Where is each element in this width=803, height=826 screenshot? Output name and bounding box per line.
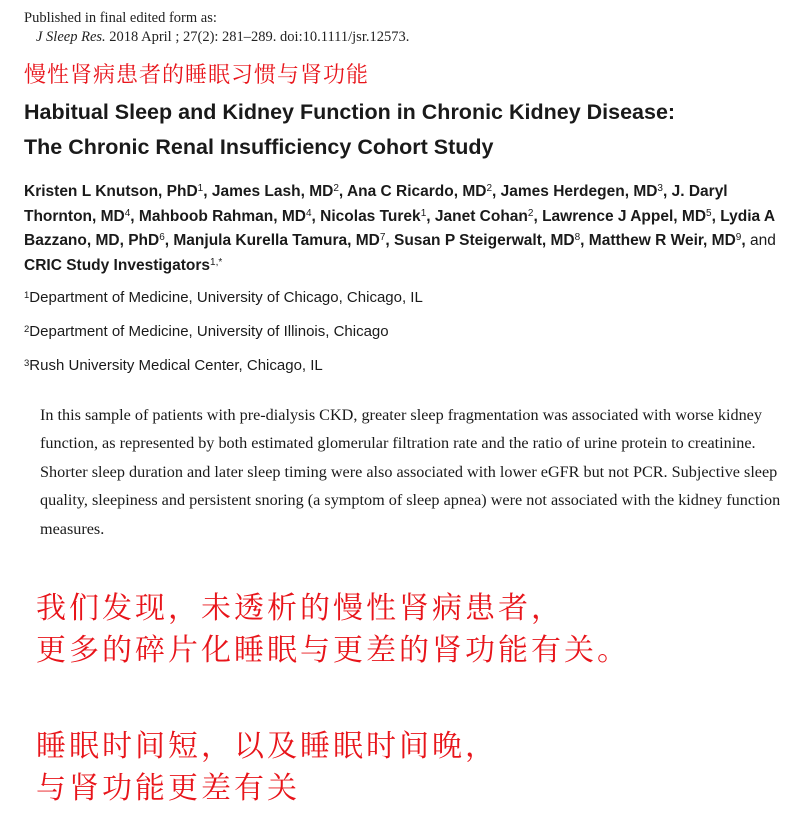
title-line-1: Habitual Sleep and Kidney Function in Chronic Kidney Disease: (24, 100, 676, 124)
citation (24, 28, 409, 47)
affiliation-number: 1 (24, 290, 30, 301)
affiliation-mark: 2 (527, 207, 534, 219)
chinese-title-annotation: 慢性肾病患者的睡眠习惯与肾功能 (24, 63, 370, 88)
paper-title (24, 95, 794, 165)
affiliation-mark: 6 (159, 232, 165, 243)
affiliation-mark: 9 (735, 232, 742, 243)
affiliation (24, 322, 389, 342)
author: James Lash, MD (211, 183, 334, 200)
author: Susan P Steigerwalt, MD (394, 232, 575, 249)
affiliation-mark: 1 (420, 207, 427, 219)
affiliation-mark: 8 (574, 232, 581, 243)
affiliation-mark: 5 (706, 207, 712, 219)
affiliation (24, 288, 423, 308)
affiliation-mark: 2 (333, 183, 339, 194)
author-list: Kristen L Knutson, PhD$^1$, James Lash, $MD^2$, Ana C Ricardo, $MD^2$, James Herdegen, $MD^3$, J. Daryl Thornton, $MD^4$, Mahboob Rahman, $MD^4$, Nicolas Turek$^1$, Janet Cohan$^2$, Lawrence J Appel, $MD^5$, Lydia A Bazzano, MD, PhD$^6$, Manjula Kurella Tamura, $MD^7$, Susan P Steigerwalt, $MD^8$, Matthew R Weir, $MD^9$, and CRIC Study Investigators$^{1,*}$ (24, 183, 776, 274)
affiliation-mark: 2 (486, 183, 493, 194)
note-line: 睡眠时间短，以及睡眠时间晚， (36, 729, 498, 764)
author: J. Daryl Thornton, MD (24, 183, 728, 225)
affiliation-text: Rush University Medical Center, Chicago, IL (29, 357, 323, 374)
affiliation-mark: 1 (197, 183, 204, 194)
affiliation-mark: 7 (379, 232, 386, 243)
author: Lawrence J Appel, MD (542, 207, 707, 225)
affiliation-mark: 3 (657, 183, 663, 194)
affiliation-mark: 4 (305, 207, 312, 219)
author: Lydia A Bazzano, MD, PhD (24, 207, 775, 249)
author: Mahboob Rahman, MD (138, 207, 306, 225)
affiliation-text: Department of Medicine, University of Chicago, Chicago, IL (29, 289, 423, 306)
chinese-note-2 (36, 726, 498, 810)
affiliation-mark: 4 (124, 207, 131, 219)
abstract-summary: In this sample of patients with pre-dialysis CKD, greater sleep fragmentation was associated with worse kidney function, as represented by both estimated glomerular filtration rate and the ratio of urine protein to creatinine. Shorter sleep duration and later sleep timing were also associated with lower eGFR but not PCR. Subjective sleep quality, sleepiness and persistent snoring (a symptom of sleep apnea) were not associated with the kidney function measures. (40, 406, 781, 538)
author: Nicolas Turek (320, 207, 421, 225)
chinese-note-1 (36, 588, 630, 672)
journal-name: J Sleep Res. (36, 29, 106, 45)
affiliation-text: Department of Medicine, University of Illinois, Chicago (29, 323, 389, 340)
author: Kristen L Knutson, PhD (24, 183, 198, 200)
affiliation-number: 3 (24, 358, 30, 369)
affiliation-number: 2 (24, 324, 30, 335)
publication-info (24, 9, 409, 47)
affiliation (24, 356, 323, 376)
author: Janet Cohan (434, 207, 528, 225)
note-line: 更多的碎片化睡眠与更差的肾功能有关。 (36, 633, 630, 668)
affiliation-mark: 1,* (210, 256, 223, 268)
title-line-2: The Chronic Renal Insufficiency Cohort Study (24, 135, 494, 159)
citation-details: 2018 April ; 27(2): 281–289. doi:10.1111/jsr.12573. (109, 29, 410, 45)
authors-conjunction: and (749, 232, 776, 249)
note-line: 我们发现，未透析的慢性肾病患者， (36, 591, 564, 626)
published-label: Published in final edited form as: (24, 10, 217, 26)
author: Manjula Kurella Tamura, MD (173, 232, 380, 249)
author: Matthew R Weir, MD (588, 232, 736, 249)
author: Ana C Ricardo, MD (346, 183, 487, 200)
author: James Herdegen, MD (500, 183, 658, 200)
note-line: 与肾功能更差有关 (36, 771, 300, 806)
group-author: CRIC Study Investigators (24, 256, 211, 274)
